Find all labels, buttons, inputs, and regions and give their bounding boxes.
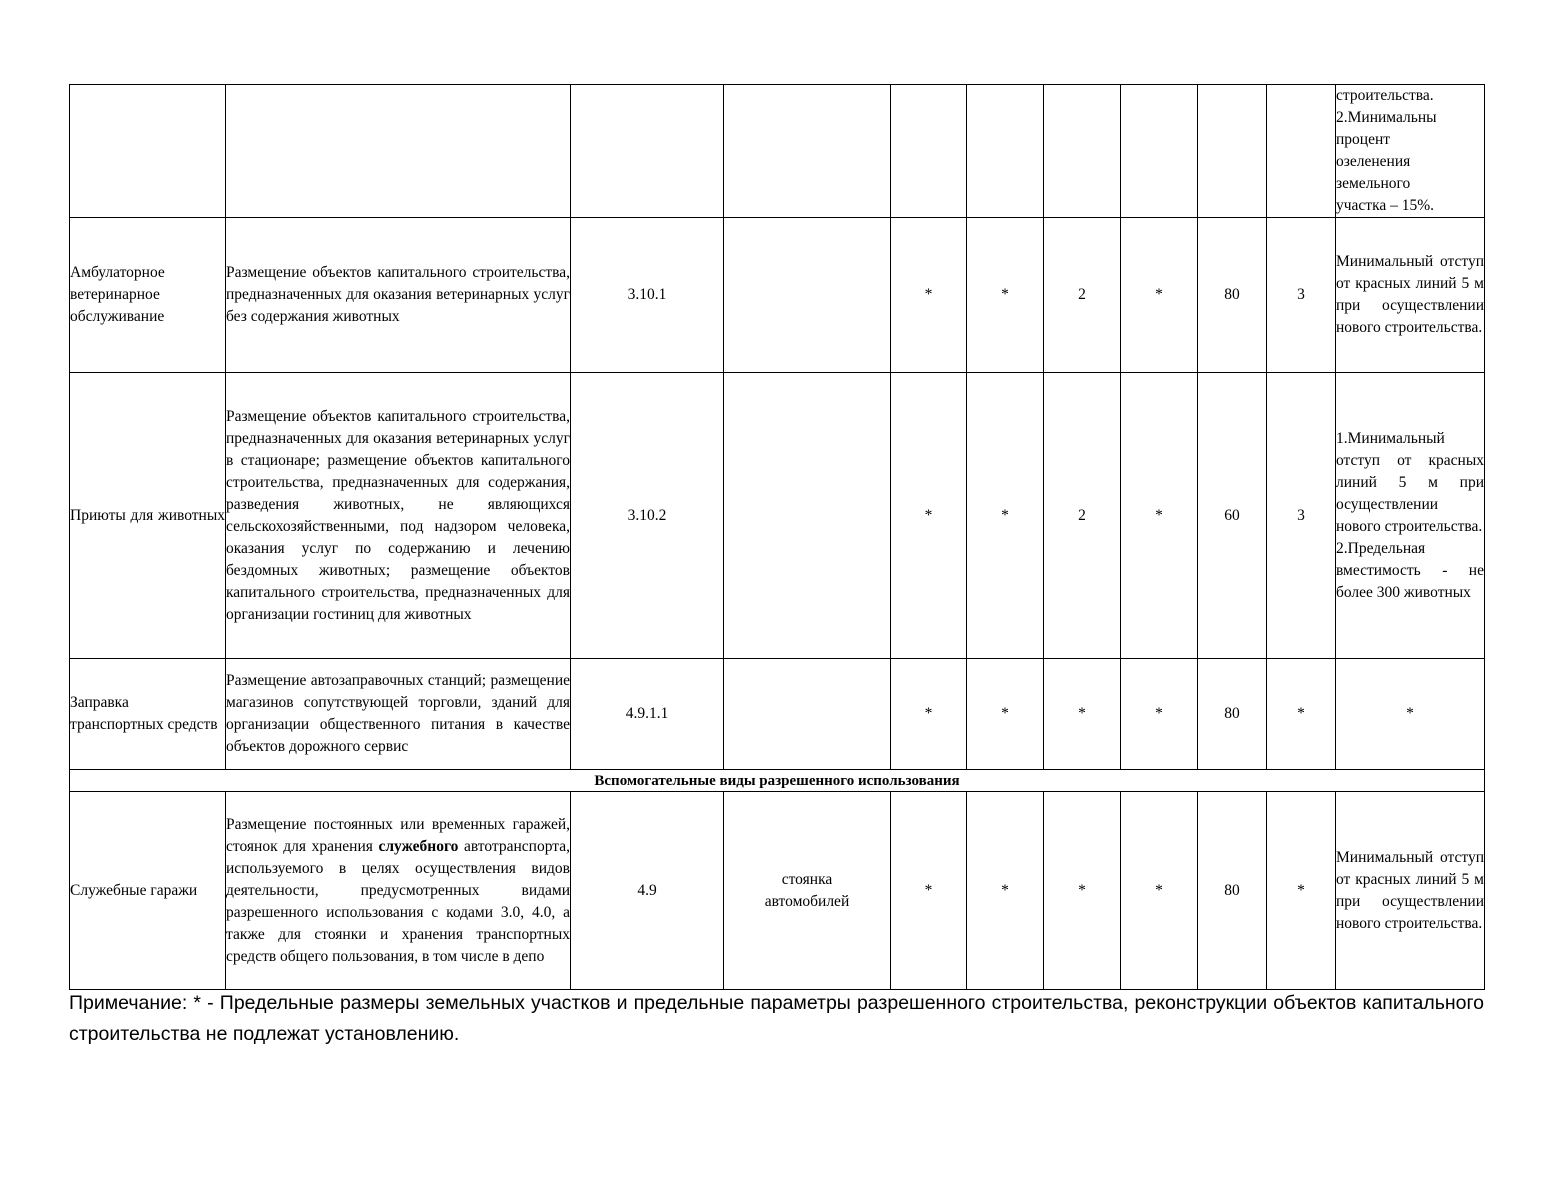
use-code: 4.9 xyxy=(571,792,724,990)
param-cell: * xyxy=(967,218,1044,373)
use-code xyxy=(571,85,724,218)
param-cell: 80 xyxy=(1198,792,1267,990)
use-description: Размещение объектов капитального строительства, предназначенных для оказания ветеринарных услуг в стационаре; размещение объектов капитального строительства, предназначенных для содержания, разведения животных, не являющихся сельскохозяйственными, под надзором человека, оказания услуг по содержанию и лечению бездомных животных; размещение объектов капитального строительства, предназначенных для организации гостиниц для животных xyxy=(226,373,571,659)
auxiliary-use xyxy=(724,218,891,373)
param-cell: * xyxy=(1121,218,1198,373)
param-cell xyxy=(891,85,967,218)
param-cell: * xyxy=(891,373,967,659)
param-cell: * xyxy=(1121,792,1198,990)
restriction-text: 1.Минимальный отступ от красных линий 5 м при осуществлении нового строительства. xyxy=(1336,429,1484,535)
param-cell: 2 xyxy=(1044,218,1121,373)
param-cell: * xyxy=(891,218,967,373)
param-cell: * xyxy=(967,659,1044,770)
restriction-text: строительства. xyxy=(1336,87,1434,104)
regulations-table xyxy=(69,84,1485,990)
restriction-text: Минимальный отступ от красных линий 5 м при осуществлении нового строительства. xyxy=(1336,253,1484,336)
param-cell: * xyxy=(1044,659,1121,770)
param-cell: * xyxy=(1267,792,1336,990)
restrictions-cell xyxy=(1336,659,1485,770)
param-cell: 80 xyxy=(1198,218,1267,373)
section-title: Вспомогательные виды разрешенного использования xyxy=(70,770,1485,792)
table-row xyxy=(70,85,1485,218)
param-cell xyxy=(1267,85,1336,218)
param-cell xyxy=(1121,85,1198,218)
param-cell: 60 xyxy=(1198,373,1267,659)
use-name: Приюты для животных xyxy=(70,373,226,659)
restrictions-cell xyxy=(1336,373,1485,659)
use-description xyxy=(226,85,571,218)
param-cell: * xyxy=(1121,373,1198,659)
table-row xyxy=(70,218,1485,373)
description-text: Размещение постоянных или временных гаражей, стоянок для хранения xyxy=(226,815,570,855)
param-cell: * xyxy=(891,659,967,770)
table-row xyxy=(70,373,1485,659)
restriction-text: озеленения xyxy=(1336,153,1411,170)
use-code: 3.10.2 xyxy=(571,373,724,659)
restriction-text: земельного xyxy=(1336,175,1411,192)
auxiliary-use xyxy=(724,373,891,659)
restrictions-cell xyxy=(1336,218,1485,373)
use-name: Заправка транспортных средств xyxy=(70,659,226,770)
param-cell: * xyxy=(891,792,967,990)
auxiliary-use xyxy=(724,659,891,770)
use-description xyxy=(226,792,571,990)
param-cell: * xyxy=(1121,659,1198,770)
use-code: 3.10.1 xyxy=(571,218,724,373)
param-cell: * xyxy=(1267,659,1336,770)
use-name: Амбулаторное ветеринарное обслуживание xyxy=(70,218,226,373)
restriction-text: процент xyxy=(1336,131,1391,148)
param-cell: 80 xyxy=(1198,659,1267,770)
footnote: Примечание: * - Предельные размеры земельных участков и предельные параметры разрешенного строительства, реконструкции объектов капитального строительства не подлежат установлению. xyxy=(69,992,1484,1045)
param-cell: 2 xyxy=(1044,373,1121,659)
use-name: Служебные гаражи xyxy=(70,792,226,990)
use-description: Размещение автозаправочных станций; размещение магазинов сопутствующей торговли, зданий для организации общественного питания в качестве объектов дорожного сервис xyxy=(226,659,571,770)
table-row xyxy=(70,659,1485,770)
table-row xyxy=(70,792,1485,990)
param-cell: 3 xyxy=(1267,373,1336,659)
param-cell xyxy=(1044,85,1121,218)
param-cell: 3 xyxy=(1267,218,1336,373)
use-name xyxy=(70,85,226,218)
param-cell: * xyxy=(1044,792,1121,990)
restriction-text: Минимальный отступ от красных линий 5 м при осуществлении нового строительства. xyxy=(1336,848,1484,932)
restriction-text: 2.Минимальны xyxy=(1336,109,1437,126)
description-text: автотранспорта, используемого в целях осуществления видов деятельности, предусмотренных видами разрешенного использования с кодами 3.0, 4.0, а также для стоянки и хранения транспортных средств общего пользования, в том числе в депо xyxy=(226,837,570,965)
restrictions-cell xyxy=(1336,85,1485,218)
restriction-text: * xyxy=(1406,705,1414,722)
restriction-text: 2.Предельная вместимость - не более 300 животных xyxy=(1336,539,1484,601)
auxiliary-use xyxy=(724,85,891,218)
param-cell: * xyxy=(967,792,1044,990)
description-bold-text: служебного xyxy=(378,837,459,855)
use-description: Размещение объектов капитального строительства, предназначенных для оказания ветеринарных услуг без содержания животных xyxy=(226,218,571,373)
auxiliary-use: стоянка автомобилей xyxy=(724,792,891,990)
restrictions-cell xyxy=(1336,792,1485,990)
section-header-row xyxy=(70,770,1485,792)
restriction-text: участка – 15%. xyxy=(1336,197,1435,214)
param-cell: * xyxy=(967,373,1044,659)
param-cell xyxy=(1198,85,1267,218)
use-code: 4.9.1.1 xyxy=(571,659,724,770)
param-cell xyxy=(967,85,1044,218)
